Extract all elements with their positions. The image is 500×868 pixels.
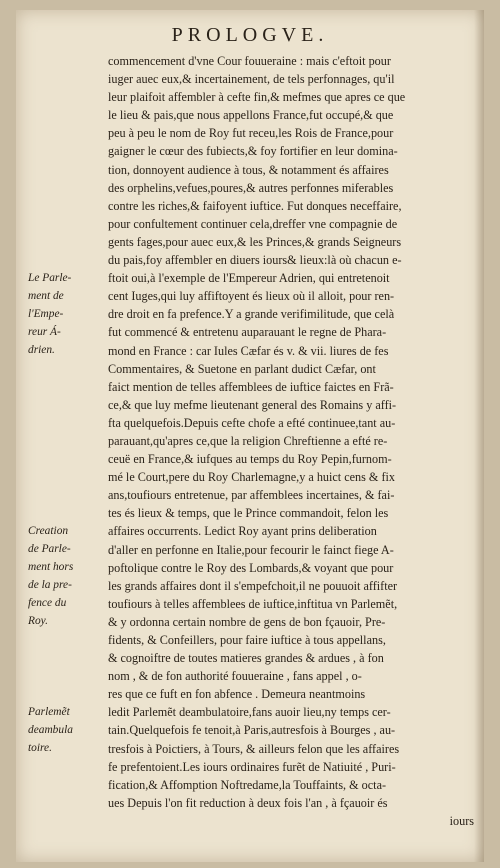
margin-note-line: fence du [28,597,67,610]
text-line: nom , & de fon authorité fouueraine , fans appel , o- [108,669,362,684]
margin-note-creation-parlement [28,522,102,631]
margin-note-line: l'Empe- [28,308,64,321]
margin-note-line: ment hors [28,561,74,574]
margin-note-line: Roy. [28,615,48,628]
text-line: peu à peu le nom de Roy fut receu,les Rois de France,pour [108,126,394,141]
margin-note-line: toire. [28,742,52,755]
text-line: des orphelins,vefues,poures,& autres perfonnes miferables [108,180,394,195]
margin-note-line: Parlemẽt [28,706,70,718]
text-line: & cognoiftre de toutes matieres grandes & ardues , à fon [108,651,384,666]
text-line: ues Depuis l'on fit reduction à deux fois l'an , à fçauoir és [108,795,388,810]
text-line: le lieu & pais,que nous appellons France,fut occupé,& que [108,108,394,123]
text-line: iuger auec eux,& incertainement, de tels perfonnages, qu'il [108,72,395,87]
text-line: fut commencé & entretenu auparauant le regne de Phara- [108,325,387,340]
text-line: ce,& que luy mefme lieutenant general des Romains y affi- [108,397,397,412]
text-line: Commentaires, & Suetone en parlant dudict Cæfar, ont [108,361,376,376]
text-line: ceuë en France,& iufques au temps du Roy Pepin,furnom- [108,452,392,467]
text-line: faict mention de telles affemblees de iuftice faictes en Frã- [108,379,394,394]
text-line: cent Iuges,qui luy affiftoyent és lieux où il alloit, pour ren- [108,289,395,304]
text-line: mond en France : car Iules Cæfar és v. & vii. liures de fes [108,343,389,358]
text-line: res que ce fuft en fon abfence . Demeura neantmoins [108,687,366,702]
text-line: gaigner le cœur des fubiects,& foy fortifier en leur domina- [108,144,398,159]
body-text [108,52,478,830]
text-line: parauant,qu'apres ce,que la religion Chreftienne a efté re- [108,433,388,448]
text-line: mé le Court,pere du Roy Charlemagne,y a huict cens & fix [108,470,396,485]
margin-note-parlement-deambulatoire [28,703,102,757]
margin-note-line: de Parle- [28,543,71,556]
margin-note-line: de la pre- [28,579,72,592]
text-line: contre les riches,& faifoyent iuftice. Fut donques neceffaire, [108,198,402,213]
margin-note-line: ment de [28,290,64,303]
page-gutter-shadow [474,10,484,862]
text-line: tes és lieux & temps, que le Prince commandoit, felon les [108,506,389,521]
text-line: fta quelquefois.Depuis cefte chofe a efté continuee,tant au- [108,415,396,430]
text-line: commencement d'vne Cour fouueraine : mais c'eftoit pour [108,54,391,68]
text-line: tresfois à Poictiers, à Tours, & ailleurs felon que les affaires [108,741,400,756]
text-line: fidents, & Confeillers, pour faire iuftice à tous appellans, [108,633,386,647]
book-page [16,10,484,862]
margin-note-line: reur Á- [28,326,61,339]
text-line: d'aller en perfonne en Italie,pour fecourir le fainct fiege A- [108,542,394,557]
text-line: ans,toufiours entretenue, par affemblees incertaines, & fai- [108,488,395,503]
text-line: fication,& Affomption Noftredame,la Touffaints, & octa- [108,777,387,792]
text-line: fe prefentoient.Les iours ordinaires furẽt de Natiuité , Puri- [108,759,396,774]
running-header: PROLOGVE. [171,24,329,46]
margin-note-line: Creation [28,525,69,537]
text-line: gents fages,pour auec eux,& les Princes,& grands Seigneurs [108,234,402,249]
text-line: ledit Parlemẽt deambulatoire,fans auoir lieu,ny temps cer- [108,705,391,720]
text-line: tain.Quelquefois fe tenoit,à Paris,autresfois à Bourges , au- [108,723,396,738]
text-line: leur plaifoit affembler à cefte fin,& mefmes que apres ce que [108,90,406,105]
margin-note-line: Le Parle- [28,272,72,284]
text-line: affaires occurrents. Ledict Roy ayant prins deliberation [108,524,377,539]
text-line: pour confultement continuer cela,dreffer vne compagnie de [108,216,398,231]
margin-note-line: drien. [28,344,55,357]
text-line: les grands affaires dont il s'empefchoit,il ne pouuoit affifter [108,578,398,593]
text-line: toufiours à telles affemblees de iuftice,inftitua vn Parlemẽt, [108,596,398,611]
catchword: iours [449,813,474,828]
text-line: ftoit oui,à l'exemple de l'Empereur Adrien, qui entretenoit [108,271,390,286]
text-line: poftolique contre le Roy des Lombards,& voyant que pour [108,560,394,575]
margin-note-line: deambula [28,724,73,737]
text-line: & y ordonna certain nombre de gens de bon fçauoir, Pre- [108,614,386,629]
text-line: tion, donnoyent audience à tous, & notamment és affaires [108,162,389,177]
margin-note-parlement-adrien [28,269,102,359]
text-line: du pais,foy affembler en diuers iours& lieux:là où chacun e- [108,253,402,268]
text-line: dre droit en fa prefence.Y a grande verifimilitude, que celà [108,307,395,322]
